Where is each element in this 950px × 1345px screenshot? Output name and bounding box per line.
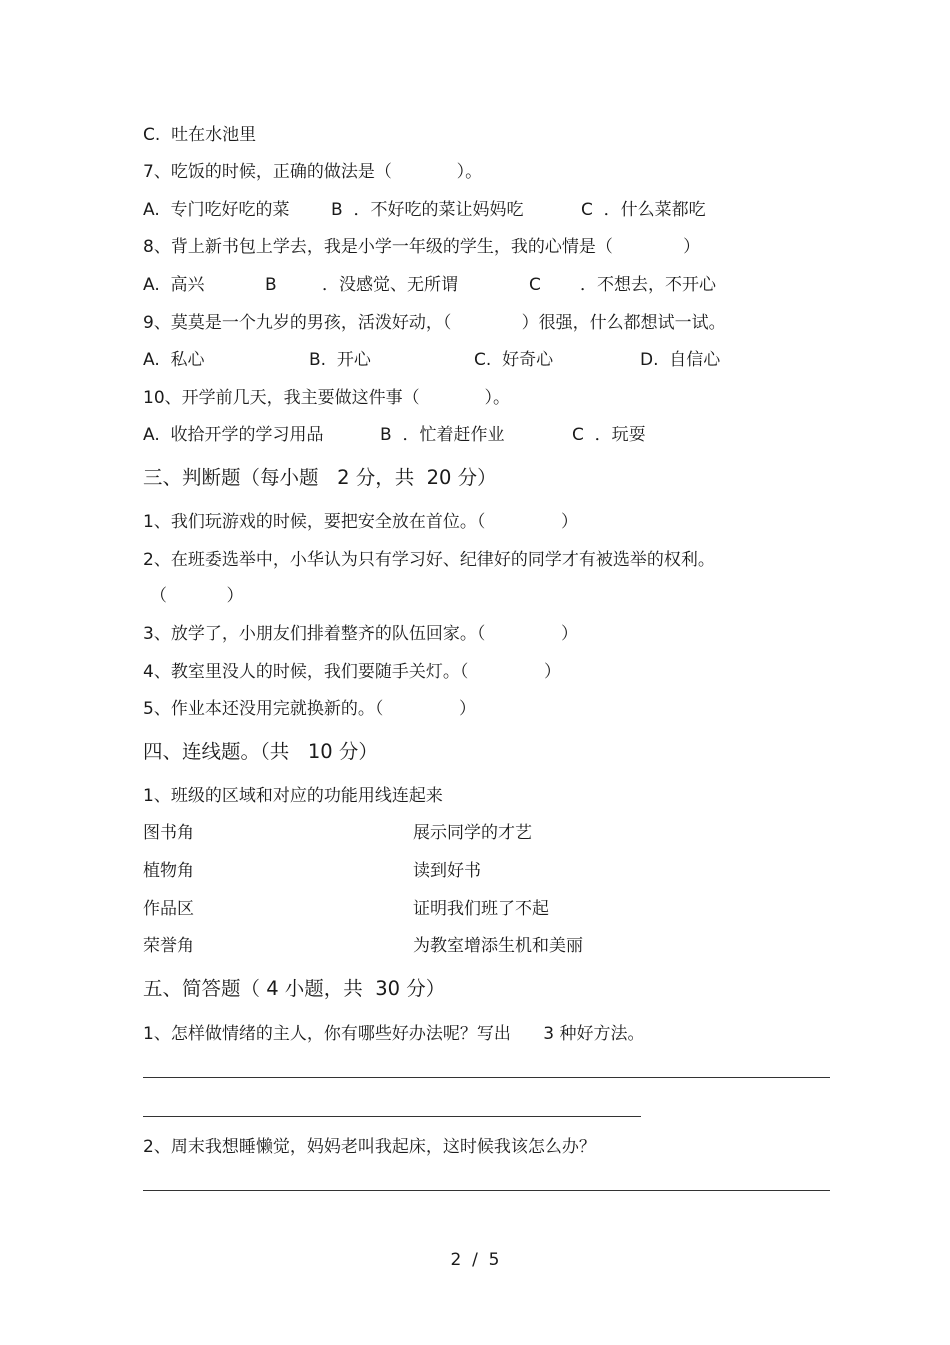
q10-stem: 10、开学前几天，我主要做这件事（ ）。 <box>143 388 510 408</box>
q9-stem: 9、莫莫是一个九岁的男孩，活泼好动，（ ）很强，什么都想试一试。 <box>143 313 726 333</box>
q9-option-c: C. 好奇心 <box>474 350 554 370</box>
section5-q1: 1、怎样做情绪的主人，你有哪些好办法呢？写出 3 种好方法。 <box>143 1024 645 1044</box>
match-right-3: 证明我们班了不起 <box>413 899 549 919</box>
section3-title: 三、判断题（每小题 2 分，共 20 分） <box>143 466 497 489</box>
match-right-2: 读到好书 <box>413 861 481 881</box>
q10-option-c: C ．玩耍 <box>572 425 646 445</box>
q7-option-b: B ．不好吃的菜让妈妈吃 <box>331 200 524 220</box>
section3-item-2: 2、在班委选举中，小华认为只有学习好、纪律好的同学才有被选举的权利。 <box>143 550 715 570</box>
answer-line <box>143 1077 830 1078</box>
q8-option-b-letter: B <box>265 275 277 295</box>
match-left-4: 荣誉角 <box>143 936 194 956</box>
q9-option-b: B. 开心 <box>309 350 371 370</box>
q7-option-c: C ．什么菜都吃 <box>581 200 706 220</box>
q8-option-b-text: ．没感觉、无所谓 <box>322 275 458 295</box>
q8-option-c-text: ．不想去，不开心 <box>580 275 716 295</box>
q7-stem: 7、吃饭的时候，正确的做法是（ ）。 <box>143 162 483 182</box>
section3-item-4: 4、教室里没人的时候，我们要随手关灯。（ ） <box>143 662 561 682</box>
q8-option-a: A. 高兴 <box>143 275 205 295</box>
page-number: 2 / 5 <box>450 1250 500 1270</box>
section4-title: 四、连线题。（共 10 分） <box>143 740 378 763</box>
section3-item-5: 5、作业本还没用完就换新的。（ ） <box>143 699 476 719</box>
answer-line <box>143 1190 830 1191</box>
section5-title: 五、简答题（ 4 小题，共 30 分） <box>143 977 446 1000</box>
q7-option-a: A. 专门吃好吃的菜 <box>143 200 290 220</box>
section3-item-2-blank: （ ） <box>150 586 244 606</box>
q8-option-c-letter: C <box>529 275 541 295</box>
answer-line <box>143 1116 641 1117</box>
section3-item-1: 1、我们玩游戏的时候，要把安全放在首位。（ ） <box>143 512 578 532</box>
q10-option-a: A. 收拾开学的学习用品 <box>143 425 324 445</box>
match-left-3: 作品区 <box>143 899 194 919</box>
q9-option-d: D. 自信心 <box>640 350 721 370</box>
q8-stem: 8、背上新书包上学去，我是小学一年级的学生，我的心情是（ ） <box>143 237 701 257</box>
section5-q2: 2、周末我想睡懒觉，妈妈老叫我起床，这时候我该怎么办？ <box>143 1137 596 1157</box>
section3-item-3: 3、放学了，小朋友们排着整齐的队伍回家。（ ） <box>143 624 578 644</box>
match-left-2: 植物角 <box>143 861 194 881</box>
match-right-1: 展示同学的才艺 <box>413 823 532 843</box>
q9-option-a: A. 私心 <box>143 350 205 370</box>
q6-option-c: C. 吐在水池里 <box>143 125 257 145</box>
q10-option-b: B ．忙着赶作业 <box>380 425 505 445</box>
match-left-1: 图书角 <box>143 823 194 843</box>
match-right-4: 为教室增添生机和美丽 <box>413 936 583 956</box>
section4-instruction: 1、班级的区域和对应的功能用线连起来 <box>143 786 443 806</box>
